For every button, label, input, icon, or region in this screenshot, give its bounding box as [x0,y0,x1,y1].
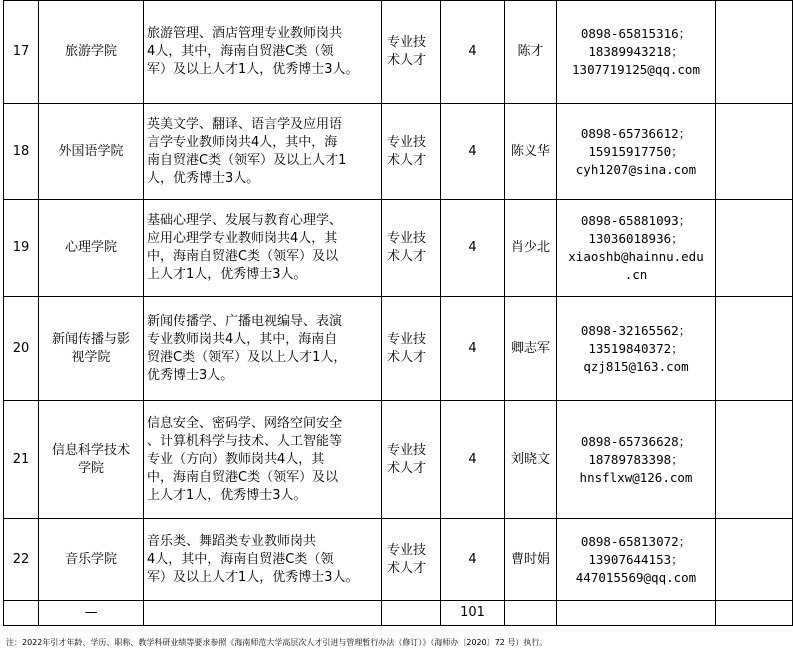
remarks-cell [716,297,793,401]
contact-info-line: xiaoshb@hainnu.edu [568,249,704,264]
contact-info-line: qzj815@163.com [583,358,689,374]
total-num-cell [4,601,39,626]
college-cell: 心理学院 [39,200,144,297]
college-line: 信息科学技术 [51,442,130,458]
position-description-line: 中，海南自贸港C类（领军）及以 [147,469,339,485]
position-description-line: 优秀博士3人。 [147,367,234,383]
contact-person-cell: 陈才 [505,1,557,104]
contact-person-cell: 曹时娟 [505,519,557,601]
contact-info-line: 447015569@qq.com [575,569,697,585]
talent-type-cell [382,200,441,297]
total-type-cell [382,601,441,626]
contact-info-line: 0898-65736628； [580,433,692,449]
table-row [4,297,793,401]
college-cell [39,401,144,519]
college-cell: 音乐学院 [39,519,144,601]
contact-info-cell [557,519,716,601]
contact-info-line: .cn [624,267,648,282]
table-row [4,104,793,200]
contact-info-line: 0898-32165562； [580,322,692,338]
contact-info-line: hnsflxw@126.com [579,469,693,485]
row-number-cell: 17 [4,1,39,104]
position-description-line: 专业（方向）教师岗共4人，其 [147,451,325,467]
table-row [4,401,793,519]
row-number-cell: 20 [4,297,39,401]
talent-type-line: 专业技 [387,35,427,50]
position-description-cell [144,297,382,401]
position-description-line: 中，海南自贸港C类（领军）及以 [147,249,339,264]
recruitment-table [3,0,793,626]
position-description-line: 军）及以上人才1人，优秀博士3人。 [147,569,359,585]
contact-info-line: 13907644153； [588,551,684,567]
total-row [4,601,793,626]
talent-type-cell [382,104,441,200]
position-description-line: 南自贸港C类（领军）及以上人才1 [147,152,347,168]
position-description-line: 应用心理学专业教师岗共4人，其 [147,231,338,246]
talent-type-cell [382,297,441,401]
position-description-line: 上人才1人，优秀博士3人。 [147,267,307,282]
total-contact-cell [505,601,557,626]
table-row [4,519,793,601]
row-number-cell: 18 [4,104,39,200]
position-description-line: 音乐类、舞蹈类专业教师岗共 [147,533,317,549]
talent-type-cell [382,519,441,601]
position-description-line: 人，优秀博士3人。 [147,170,260,186]
college-line: 视学院 [71,349,111,365]
talent-type-line: 专业技 [387,442,427,458]
position-description-cell [144,1,382,104]
position-description-line: 4人，其中，海南自贸港C类（领 [147,44,334,59]
contact-info-line: cyh1207@sina.com [575,161,697,177]
talent-type-line: 专业技 [387,134,427,150]
headcount-cell: 4 [441,401,505,519]
contact-person-cell: 卿志军 [505,297,557,401]
contact-info-line: 0898-65813072； [580,533,692,549]
position-description-line: 贸港C类（领军）及以上人才1人， [147,349,347,365]
talent-type-line: 术人才 [387,349,427,365]
contact-info-cell [557,297,716,401]
total-info-cell [557,601,716,626]
talent-type-line: 专业技 [387,331,427,347]
talent-type-line: 术人才 [387,249,427,264]
headcount-cell: 4 [441,104,505,200]
position-description-line: 专业教师岗共4人，其中，海南自 [147,331,338,347]
position-description-cell [144,401,382,519]
contact-info-cell [557,200,716,297]
contact-info-line: 13519840372； [588,340,684,356]
talent-type-cell [382,401,441,519]
talent-type-line: 专业技 [387,542,427,558]
row-number-cell: 22 [4,519,39,601]
footnote: 注：2022年引才年龄、学历、职称、教学科研业绩等要求参照《海南师范大学高层次人才引进与管理暂行办法（修订）》（海师办〔2020〕72 号）执行。 [6,638,548,647]
college-line: 新闻传播与影 [51,331,130,347]
contact-info-cell [557,401,716,519]
row-number-cell: 21 [4,401,39,519]
total-extra-cell [716,601,793,626]
talent-type-line: 术人才 [387,460,427,476]
position-description-line: 新闻传播学、广播电视编导、表演 [147,313,343,329]
position-description-line: 4人，其中，海南自贸港C类（领 [147,551,334,567]
headcount-cell: 4 [441,200,505,297]
remarks-cell [716,519,793,601]
headcount-cell: 4 [441,1,505,104]
position-description-line: 上人才1人，优秀博士3人。 [147,487,307,503]
position-description-line: 基础心理学、发展与教育心理学、 [147,213,343,228]
contact-info-line: 13036018936； [588,231,684,246]
talent-type-cell [382,1,441,104]
position-description-cell [144,519,382,601]
contact-info-line: 18389943218； [588,44,684,59]
total-label-cell: — [39,601,144,626]
position-description-cell [144,104,382,200]
position-description-line: 言学专业教师岗共4人，其中，海 [147,134,338,150]
college-line: 学院 [77,460,104,476]
contact-info-line: 1307719125@qq.com [572,62,700,77]
contact-info-line: 0898-65736612； [580,125,692,141]
remarks-cell [716,401,793,519]
total-desc-cell [144,601,382,626]
position-description-line: 、计算机科学与技术、人工智能等 [147,433,343,449]
position-description-line: 旅游管理、酒店管理专业教师岗共 [147,26,343,41]
position-description-line: 军）及以上人才1人，优秀博士3人。 [147,62,359,77]
headcount-cell: 4 [441,519,505,601]
table-row [4,200,793,297]
position-description-cell [144,200,382,297]
remarks-cell [716,1,793,104]
college-cell: 旅游学院 [39,1,144,104]
college-cell: 外国语学院 [39,104,144,200]
contact-info-line: 0898-65815316； [580,26,692,41]
position-description-line: 英美文学、翻译、语言学及应用语 [147,116,343,132]
remarks-cell [716,200,793,297]
contact-info-cell [557,1,716,104]
contact-info-cell [557,104,716,200]
contact-info-line: 0898-65881093； [580,213,692,228]
remarks-cell [716,104,793,200]
contact-person-cell: 陈义华 [505,104,557,200]
headcount-cell: 4 [441,297,505,401]
college-cell [39,297,144,401]
contact-info-line: 15915917750； [588,143,684,159]
talent-type-line: 术人才 [387,152,427,168]
position-description-line: 信息安全、密码学、网络空间安全 [147,415,343,431]
row-number-cell: 19 [4,200,39,297]
talent-type-line: 术人才 [387,53,427,68]
total-count-cell: 101 [441,601,505,626]
table-row [4,1,793,104]
contact-info-line: 18789783398； [588,451,684,467]
contact-person-cell: 刘晓文 [505,401,557,519]
contact-person-cell: 肖少北 [505,200,557,297]
talent-type-line: 术人才 [387,560,427,576]
talent-type-line: 专业技 [387,231,427,246]
